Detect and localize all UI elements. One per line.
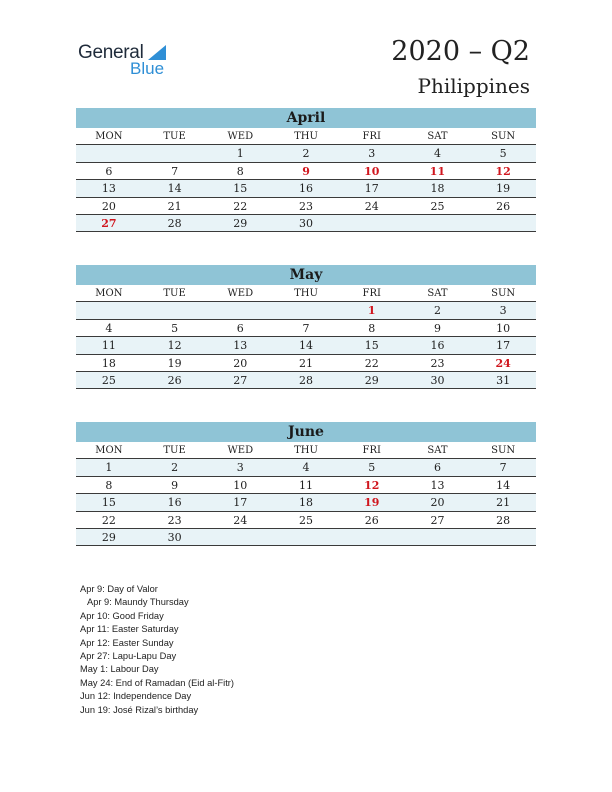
- date-cell: 10: [233, 478, 248, 492]
- holiday-date-cell: 27: [101, 216, 117, 230]
- date-cell: 12: [167, 339, 182, 353]
- date-cell: 9: [433, 321, 441, 335]
- holiday-date-cell: 10: [364, 164, 380, 178]
- date-cell: 3: [368, 147, 376, 161]
- weekday-label: MON: [95, 445, 123, 456]
- holiday-note: Apr 9: Maundy Thursday: [87, 597, 189, 608]
- weekday-header-row: [76, 285, 536, 302]
- date-cell: 7: [171, 164, 179, 178]
- date-cell: [273, 302, 339, 318]
- week-row: [76, 355, 536, 372]
- date-cell: [405, 529, 471, 545]
- date-cell: 29: [233, 216, 248, 230]
- weekday-label: FRI: [362, 131, 381, 142]
- week-row: [76, 529, 536, 546]
- weekday-label: SUN: [491, 445, 516, 456]
- date-cell: 22: [364, 356, 379, 370]
- weekday-label: WED: [227, 131, 254, 142]
- weekday-label: THU: [294, 131, 318, 142]
- date-cell: 6: [105, 164, 113, 178]
- date-cell: 28: [167, 216, 182, 230]
- date-cell: 29: [101, 530, 116, 544]
- date-cell: 4: [302, 461, 310, 475]
- weekday-label: TUE: [163, 131, 186, 142]
- week-row: [76, 372, 536, 389]
- date-cell: 3: [236, 461, 244, 475]
- date-cell: 23: [167, 513, 182, 527]
- date-cell: 18: [101, 356, 116, 370]
- date-cell: 26: [496, 199, 511, 213]
- date-cell: [470, 529, 536, 545]
- page-title: 2020 – Q2: [391, 36, 530, 67]
- date-cell: 19: [167, 356, 182, 370]
- date-cell: 25: [299, 513, 314, 527]
- weekday-label: TUE: [163, 445, 186, 456]
- date-cell: [405, 215, 471, 231]
- date-cell: [76, 302, 142, 318]
- logo-triangle-icon: [148, 45, 166, 60]
- weekday-label: WED: [227, 445, 254, 456]
- date-cell: 30: [299, 216, 314, 230]
- date-cell: 22: [101, 513, 116, 527]
- date-cell: 20: [233, 356, 248, 370]
- date-cell: 8: [236, 164, 244, 178]
- date-cell: 3: [499, 304, 507, 318]
- date-cell: 25: [430, 199, 445, 213]
- date-cell: 27: [233, 373, 248, 387]
- logo-blue-text: Blue: [130, 59, 165, 78]
- date-cell: [76, 145, 142, 161]
- date-cell: 15: [233, 182, 248, 196]
- date-cell: 16: [167, 496, 182, 510]
- date-cell: 5: [368, 461, 376, 475]
- date-cell: 17: [496, 339, 511, 353]
- date-cell: [207, 529, 273, 545]
- holiday-note: Apr 9: Day of Valor: [80, 584, 158, 594]
- date-cell: 18: [430, 182, 445, 196]
- date-cell: 18: [299, 496, 314, 510]
- week-row: [76, 459, 536, 476]
- week-row: [76, 145, 536, 162]
- date-cell: 11: [299, 478, 314, 492]
- date-cell: 15: [101, 496, 116, 510]
- weekday-label: SUN: [491, 131, 516, 142]
- date-cell: [339, 529, 405, 545]
- date-cell: 28: [496, 513, 511, 527]
- holiday-date-cell: 12: [495, 164, 511, 178]
- date-cell: 24: [364, 199, 379, 213]
- date-cell: [339, 215, 405, 231]
- holiday-note: Apr 27: Lapu-Lapu Day: [80, 650, 177, 661]
- holiday-list: [80, 583, 234, 717]
- date-cell: 20: [430, 496, 445, 510]
- date-cell: [142, 302, 208, 318]
- date-cell: 17: [364, 182, 379, 196]
- date-cell: 1: [105, 461, 113, 475]
- holiday-note: Apr 12: Easter Sunday: [80, 637, 174, 648]
- date-cell: 16: [430, 339, 445, 353]
- date-cell: 14: [496, 478, 511, 492]
- date-cell: 9: [171, 478, 179, 492]
- date-cell: 5: [499, 147, 507, 161]
- date-cell: 31: [496, 373, 511, 387]
- date-cell: 27: [430, 513, 445, 527]
- date-cell: 7: [499, 461, 507, 475]
- date-cell: [142, 145, 208, 161]
- weekday-header-row: [76, 442, 536, 459]
- date-cell: 4: [433, 147, 441, 161]
- date-cell: 23: [430, 356, 445, 370]
- date-cell: 8: [105, 478, 113, 492]
- weekday-label: MON: [95, 288, 123, 299]
- date-cell: 13: [430, 478, 445, 492]
- date-cell: 14: [299, 339, 314, 353]
- week-row: [76, 302, 536, 319]
- holiday-date-cell: 1: [367, 304, 376, 318]
- weekday-label: MON: [95, 131, 123, 142]
- month-title: May: [76, 265, 536, 285]
- holiday-note: Jun 12: Independence Day: [80, 691, 192, 702]
- date-cell: 23: [299, 199, 314, 213]
- week-row: [76, 198, 536, 215]
- date-cell: 28: [299, 373, 314, 387]
- date-cell: 17: [233, 496, 248, 510]
- date-cell: 14: [167, 182, 182, 196]
- date-cell: 1: [236, 147, 244, 161]
- date-cell: 8: [368, 321, 376, 335]
- weekday-label: THU: [294, 288, 318, 299]
- date-cell: 21: [299, 356, 314, 370]
- date-cell: 7: [302, 321, 310, 335]
- logo-general-text: General: [78, 42, 144, 63]
- month-title: April: [76, 108, 536, 128]
- week-row: [76, 512, 536, 529]
- date-cell: 21: [167, 199, 182, 213]
- date-cell: 4: [105, 321, 113, 335]
- date-cell: 2: [171, 461, 179, 475]
- holiday-date-cell: 9: [302, 164, 310, 178]
- weekday-label: WED: [227, 288, 254, 299]
- date-cell: 13: [101, 182, 116, 196]
- date-cell: 2: [302, 147, 310, 161]
- date-cell: 29: [364, 373, 379, 387]
- holiday-note: Jun 19: José Rizal’s birthday: [80, 704, 199, 715]
- weekday-label: SAT: [427, 445, 448, 456]
- date-cell: 20: [101, 199, 116, 213]
- holiday-note: Apr 10: Good Friday: [80, 610, 164, 621]
- holiday-note: May 1: Labour Day: [80, 664, 159, 675]
- date-cell: [207, 302, 273, 318]
- weekday-label: THU: [294, 445, 318, 456]
- month-may: [76, 265, 536, 389]
- date-cell: 15: [364, 339, 379, 353]
- date-cell: 16: [299, 182, 314, 196]
- month-april: [76, 108, 536, 232]
- weekday-header-row: [76, 128, 536, 145]
- weekday-label: SAT: [427, 288, 448, 299]
- date-cell: 5: [171, 321, 179, 335]
- date-cell: 10: [496, 321, 511, 335]
- holiday-date-cell: 24: [495, 356, 511, 370]
- holiday-note: May 24: End of Ramadan (Eid al-Fitr): [80, 677, 234, 688]
- weekday-label: FRI: [362, 445, 381, 456]
- date-cell: 13: [233, 339, 248, 353]
- date-cell: 30: [167, 530, 182, 544]
- logo: [78, 42, 178, 82]
- week-row: [76, 180, 536, 197]
- week-row: [76, 477, 536, 494]
- weekday-label: SAT: [427, 131, 448, 142]
- date-cell: [273, 529, 339, 545]
- date-cell: 22: [233, 199, 248, 213]
- date-cell: 24: [233, 513, 248, 527]
- month-title: June: [76, 422, 536, 442]
- date-cell: 11: [101, 339, 116, 353]
- week-row: [76, 215, 536, 232]
- weekday-label: TUE: [163, 288, 186, 299]
- week-row: [76, 320, 536, 337]
- date-cell: 2: [433, 304, 441, 318]
- holiday-date-cell: 19: [364, 496, 380, 510]
- week-row: [76, 337, 536, 354]
- date-cell: 25: [101, 373, 116, 387]
- date-cell: 6: [433, 461, 441, 475]
- date-cell: 26: [364, 513, 379, 527]
- date-cell: 21: [496, 496, 511, 510]
- holiday-date-cell: 11: [429, 164, 446, 178]
- country-name: Philippines: [417, 74, 530, 98]
- holiday-date-cell: 12: [364, 478, 380, 492]
- month-june: [76, 422, 536, 546]
- date-cell: [470, 215, 536, 231]
- date-cell: 26: [167, 373, 182, 387]
- week-row: [76, 494, 536, 511]
- weekday-label: SUN: [491, 288, 516, 299]
- week-row: [76, 163, 536, 180]
- weekday-label: FRI: [362, 288, 381, 299]
- date-cell: 30: [430, 373, 445, 387]
- date-cell: 19: [496, 182, 511, 196]
- holiday-note: Apr 11: Easter Saturday: [80, 624, 179, 635]
- date-cell: 6: [236, 321, 244, 335]
